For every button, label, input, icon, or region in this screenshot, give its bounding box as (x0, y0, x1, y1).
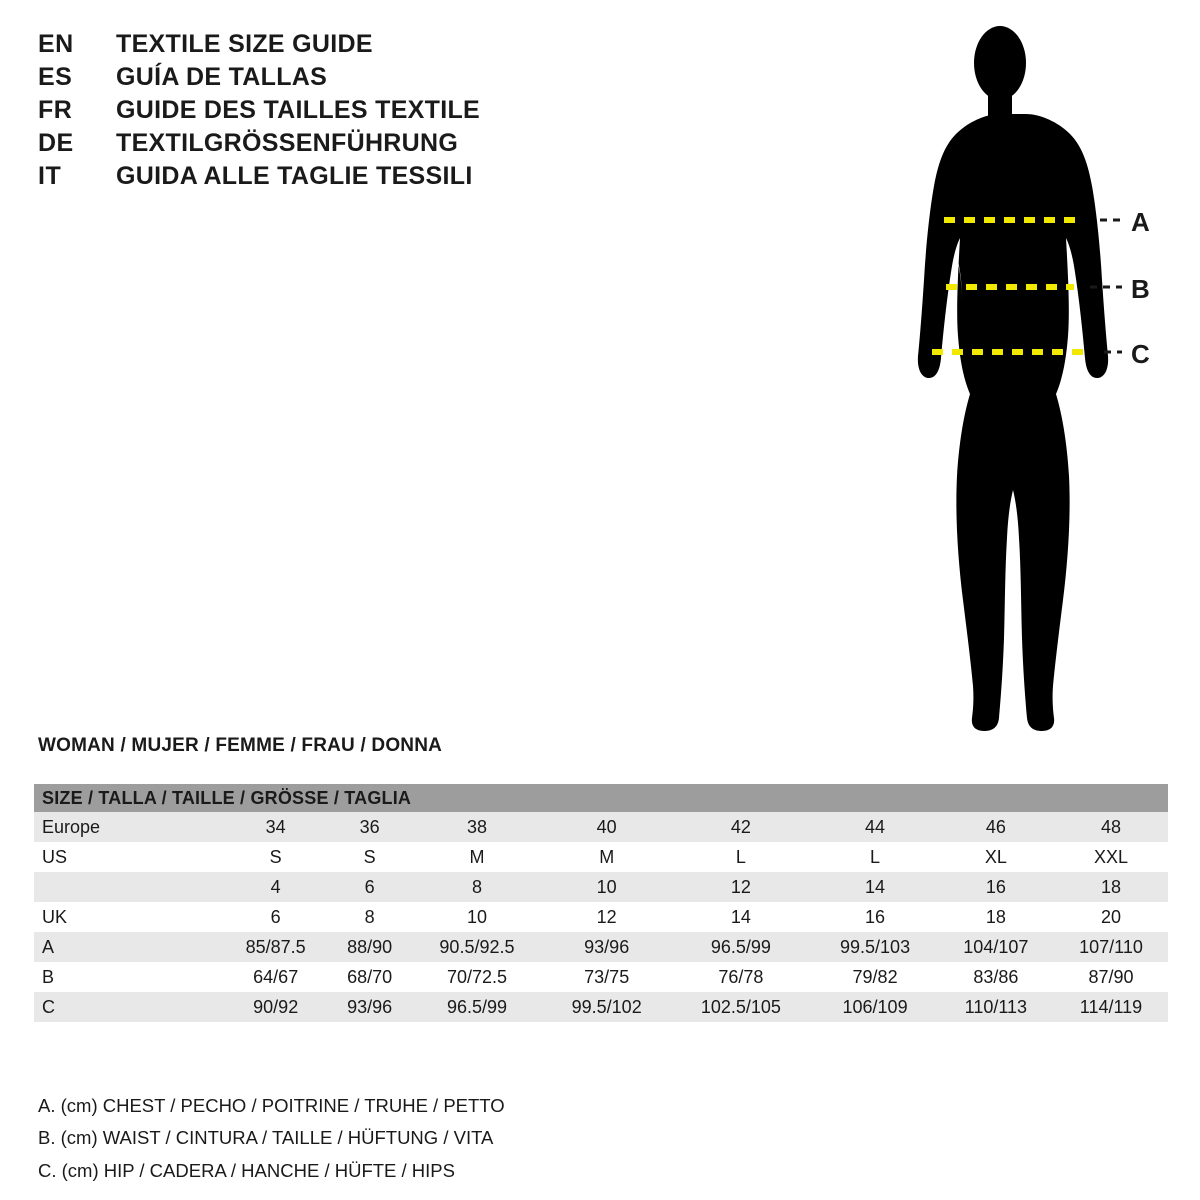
title-text-en: TEXTILE SIZE GUIDE (116, 30, 373, 58)
cell-b-6: 79/82 (812, 962, 937, 992)
title-row-de (38, 129, 558, 158)
cell-b-8: 87/90 (1054, 962, 1168, 992)
cell-uk-6: 16 (812, 902, 937, 932)
cell-europe-2: 36 (329, 812, 410, 842)
cell-europe-5: 42 (669, 812, 812, 842)
cell-europe-7: 46 (938, 812, 1054, 842)
measure-label-a: A (1131, 207, 1150, 237)
title-text-it: GUIDA ALLE TAGLIE TESSILI (116, 162, 473, 190)
cell-usnum-7: 16 (938, 872, 1054, 902)
cell-c-1: 90/92 (222, 992, 329, 1022)
row-label-c: C (34, 992, 222, 1022)
cell-uk-1: 6 (222, 902, 329, 932)
title-lang-en: EN (38, 30, 74, 58)
title-row-it (38, 162, 558, 191)
cell-usnum-5: 12 (669, 872, 812, 902)
row-label-uk: UK (34, 902, 222, 932)
cell-c-7: 110/113 (938, 992, 1054, 1022)
title-lang-fr: FR (38, 96, 73, 124)
footnote-chest: A. (cm) CHEST / PECHO / POITRINE / TRUHE / PETTO (38, 1095, 505, 1116)
cell-us-2: S (329, 842, 410, 872)
cell-usnum-4: 10 (544, 872, 669, 902)
title-block (38, 30, 558, 195)
cell-europe-6: 44 (812, 812, 937, 842)
cell-c-3: 96.5/99 (410, 992, 544, 1022)
cell-uk-4: 12 (544, 902, 669, 932)
size-table (34, 784, 1168, 1022)
cell-b-3: 70/72.5 (410, 962, 544, 992)
title-text-fr: GUIDE DES TAILLES TEXTILE (116, 96, 481, 124)
cell-a-2: 88/90 (329, 932, 410, 962)
table-row (34, 842, 1168, 872)
cell-us-8: XXL (1054, 842, 1168, 872)
footnote-hip: C. (cm) HIP / CADERA / HANCHE / HÜFTE / HIPS (38, 1159, 455, 1181)
cell-uk-5: 14 (669, 902, 812, 932)
title-text-es: GUÍA DE TALLAS (116, 63, 328, 91)
cell-us-5: L (669, 842, 812, 872)
cell-usnum-6: 14 (812, 872, 937, 902)
table-header-label: SIZE / TALLA / TAILLE / GRÖSSE / TAGLIA (34, 784, 1168, 812)
table-row (34, 962, 1168, 992)
cell-a-4: 93/96 (544, 932, 669, 962)
cell-us-6: L (812, 842, 937, 872)
cell-usnum-2: 6 (329, 872, 410, 902)
cell-uk-8: 20 (1054, 902, 1168, 932)
cell-europe-1: 34 (222, 812, 329, 842)
row-label-us: US (34, 842, 222, 872)
title-lang-de: DE (38, 129, 74, 157)
row-label-europe: Europe (34, 812, 222, 842)
cell-us-4: M (544, 842, 669, 872)
cell-b-4: 73/75 (544, 962, 669, 992)
cell-a-8: 107/110 (1054, 932, 1168, 962)
row-label-b: B (34, 962, 222, 992)
footnote-waist: B. (cm) WAIST / CINTURA / TAILLE / HÜFTUNG / VITA (38, 1127, 494, 1149)
cell-a-1: 85/87.5 (222, 932, 329, 962)
measure-label-b: B (1131, 274, 1150, 304)
title-lang-it: IT (38, 162, 62, 190)
row-label-us-numeric (34, 872, 222, 902)
measurement-figure (860, 18, 1180, 738)
cell-a-7: 104/107 (938, 932, 1054, 962)
cell-usnum-8: 18 (1054, 872, 1168, 902)
title-row-en (38, 30, 558, 59)
table-header-row (34, 784, 1168, 812)
cell-a-6: 99.5/103 (812, 932, 937, 962)
cell-us-7: XL (938, 842, 1054, 872)
cell-us-3: M (410, 842, 544, 872)
cell-a-3: 90.5/92.5 (410, 932, 544, 962)
woman-silhouette-icon (860, 18, 1180, 738)
cell-europe-4: 40 (544, 812, 669, 842)
cell-b-5: 76/78 (669, 962, 812, 992)
cell-usnum-1: 4 (222, 872, 329, 902)
cell-usnum-3: 8 (410, 872, 544, 902)
table-row (34, 872, 1168, 902)
cell-c-5: 102.5/105 (669, 992, 812, 1022)
cell-europe-3: 38 (410, 812, 544, 842)
cell-uk-3: 10 (410, 902, 544, 932)
cell-uk-7: 18 (938, 902, 1054, 932)
cell-europe-8: 48 (1054, 812, 1168, 842)
title-row-es (38, 63, 558, 92)
table-row (34, 812, 1168, 842)
cell-a-5: 96.5/99 (669, 932, 812, 962)
cell-c-6: 106/109 (812, 992, 937, 1022)
title-row-fr (38, 96, 558, 125)
table-row (34, 932, 1168, 962)
cell-b-7: 83/86 (938, 962, 1054, 992)
cell-us-1: S (222, 842, 329, 872)
row-label-a: A (34, 932, 222, 962)
title-text-de: TEXTILGRÖSSENFÜHRUNG (116, 129, 459, 157)
cell-uk-2: 8 (329, 902, 410, 932)
cell-c-2: 93/96 (329, 992, 410, 1022)
table-row (34, 992, 1168, 1022)
cell-b-2: 68/70 (329, 962, 410, 992)
footnotes (38, 1090, 505, 1187)
title-lang-es: ES (38, 63, 73, 91)
table-row (34, 902, 1168, 932)
cell-c-4: 99.5/102 (544, 992, 669, 1022)
measure-label-c: C (1131, 339, 1150, 369)
cell-b-1: 64/67 (222, 962, 329, 992)
section-heading-woman: WOMAN / MUJER / FEMME / FRAU / DONNA (38, 735, 443, 756)
cell-c-8: 114/119 (1054, 992, 1168, 1022)
